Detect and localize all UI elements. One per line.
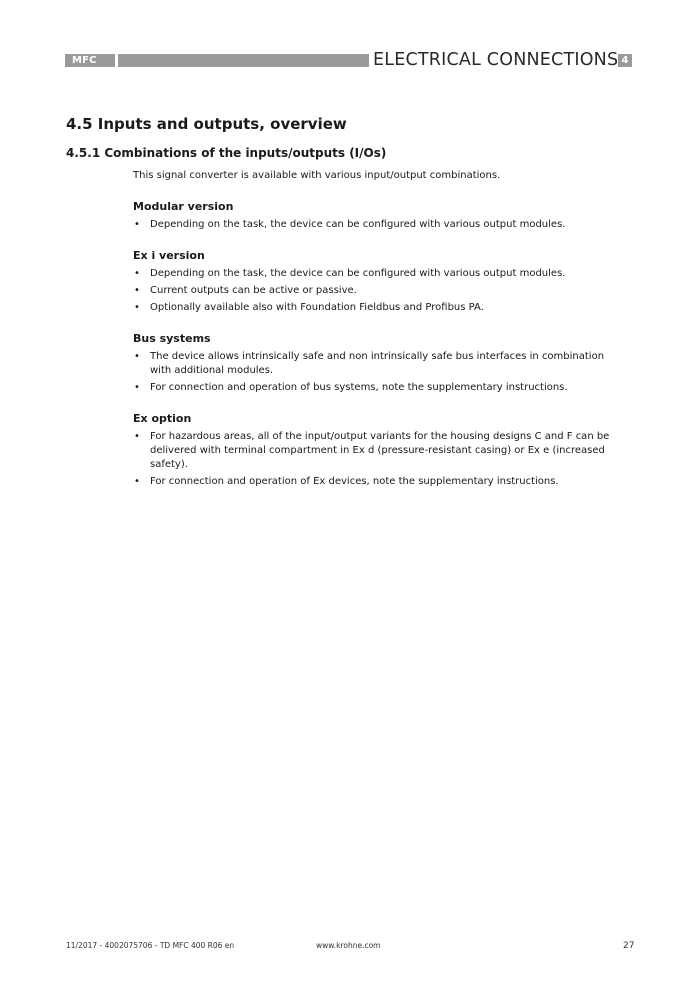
group-title: Modular version [133, 200, 234, 213]
list-item [133, 284, 623, 298]
group-ex-option [133, 412, 623, 489]
list-item-text: For connection and operation of Ex devices, note the supplementary instructions. [150, 476, 559, 487]
group-title: Ex option [133, 412, 192, 425]
bullet-icon: • [134, 431, 140, 442]
list-item-text: Depending on the task, the device can be configured with various output modules. [150, 219, 566, 230]
bullet-icon: • [134, 382, 140, 393]
bullet-icon: • [134, 351, 140, 362]
header-product-tab [65, 54, 115, 79]
bullet-list [133, 267, 623, 315]
group-bus-systems [133, 332, 623, 395]
list-item-text: Current outputs can be active or passive. [150, 285, 357, 296]
list-item-text: The device allows intrinsically safe and non intrinsically safe bus interfaces in combination with additional modules. [150, 351, 605, 376]
footer-website: www.krohne.com [316, 941, 381, 950]
header-chapter-title: ELECTRICAL CONNECTIONS [373, 50, 619, 70]
group-title: Bus systems [133, 332, 211, 345]
list-item [133, 350, 623, 378]
bullet-icon: • [134, 219, 140, 230]
list-item [133, 218, 623, 232]
bullet-list [133, 218, 623, 232]
bullet-list [133, 430, 623, 489]
footer-doc-ref: 11/2017 - 4002075706 - TD MFC 400 R06 en [66, 941, 235, 950]
list-item [133, 381, 623, 395]
header-bar [118, 54, 369, 67]
list-item-text: Optionally available also with Foundation Fieldbus and Profibus PA. [150, 302, 484, 313]
bullet-list [133, 350, 623, 395]
group-ex-i-version [133, 249, 623, 315]
section-heading: 4.5 Inputs and outputs, overview [66, 115, 347, 133]
group-title: Ex i version [133, 249, 205, 262]
header-product: MFC 400 [72, 55, 97, 79]
list-item [133, 267, 623, 281]
list-item [133, 430, 623, 472]
bullet-icon: • [134, 285, 140, 296]
header-chapter-number: 4 [618, 54, 632, 67]
section-content [133, 169, 623, 492]
bullet-icon: • [134, 268, 140, 279]
bullet-icon: • [134, 476, 140, 487]
list-item-text: Depending on the task, the device can be configured with various output modules. [150, 268, 566, 279]
list-item-text: For hazardous areas, all of the input/output variants for the housing designs C and F can be delivered with terminal compartment in Ex d (pressure-resistant casing) or Ex e (increased safety). [150, 431, 610, 470]
list-item-text: For connection and operation of bus systems, note the supplementary instructions. [150, 382, 568, 393]
footer-page-number: 27 [623, 941, 635, 951]
list-item [133, 301, 623, 315]
group-modular-version [133, 200, 623, 232]
intro-text: This signal converter is available with various input/output combinations. [133, 170, 501, 181]
bullet-icon: • [134, 302, 140, 313]
subsection-heading: 4.5.1 Combinations of the inputs/outputs (I/Os) [66, 146, 387, 160]
list-item [133, 475, 623, 489]
